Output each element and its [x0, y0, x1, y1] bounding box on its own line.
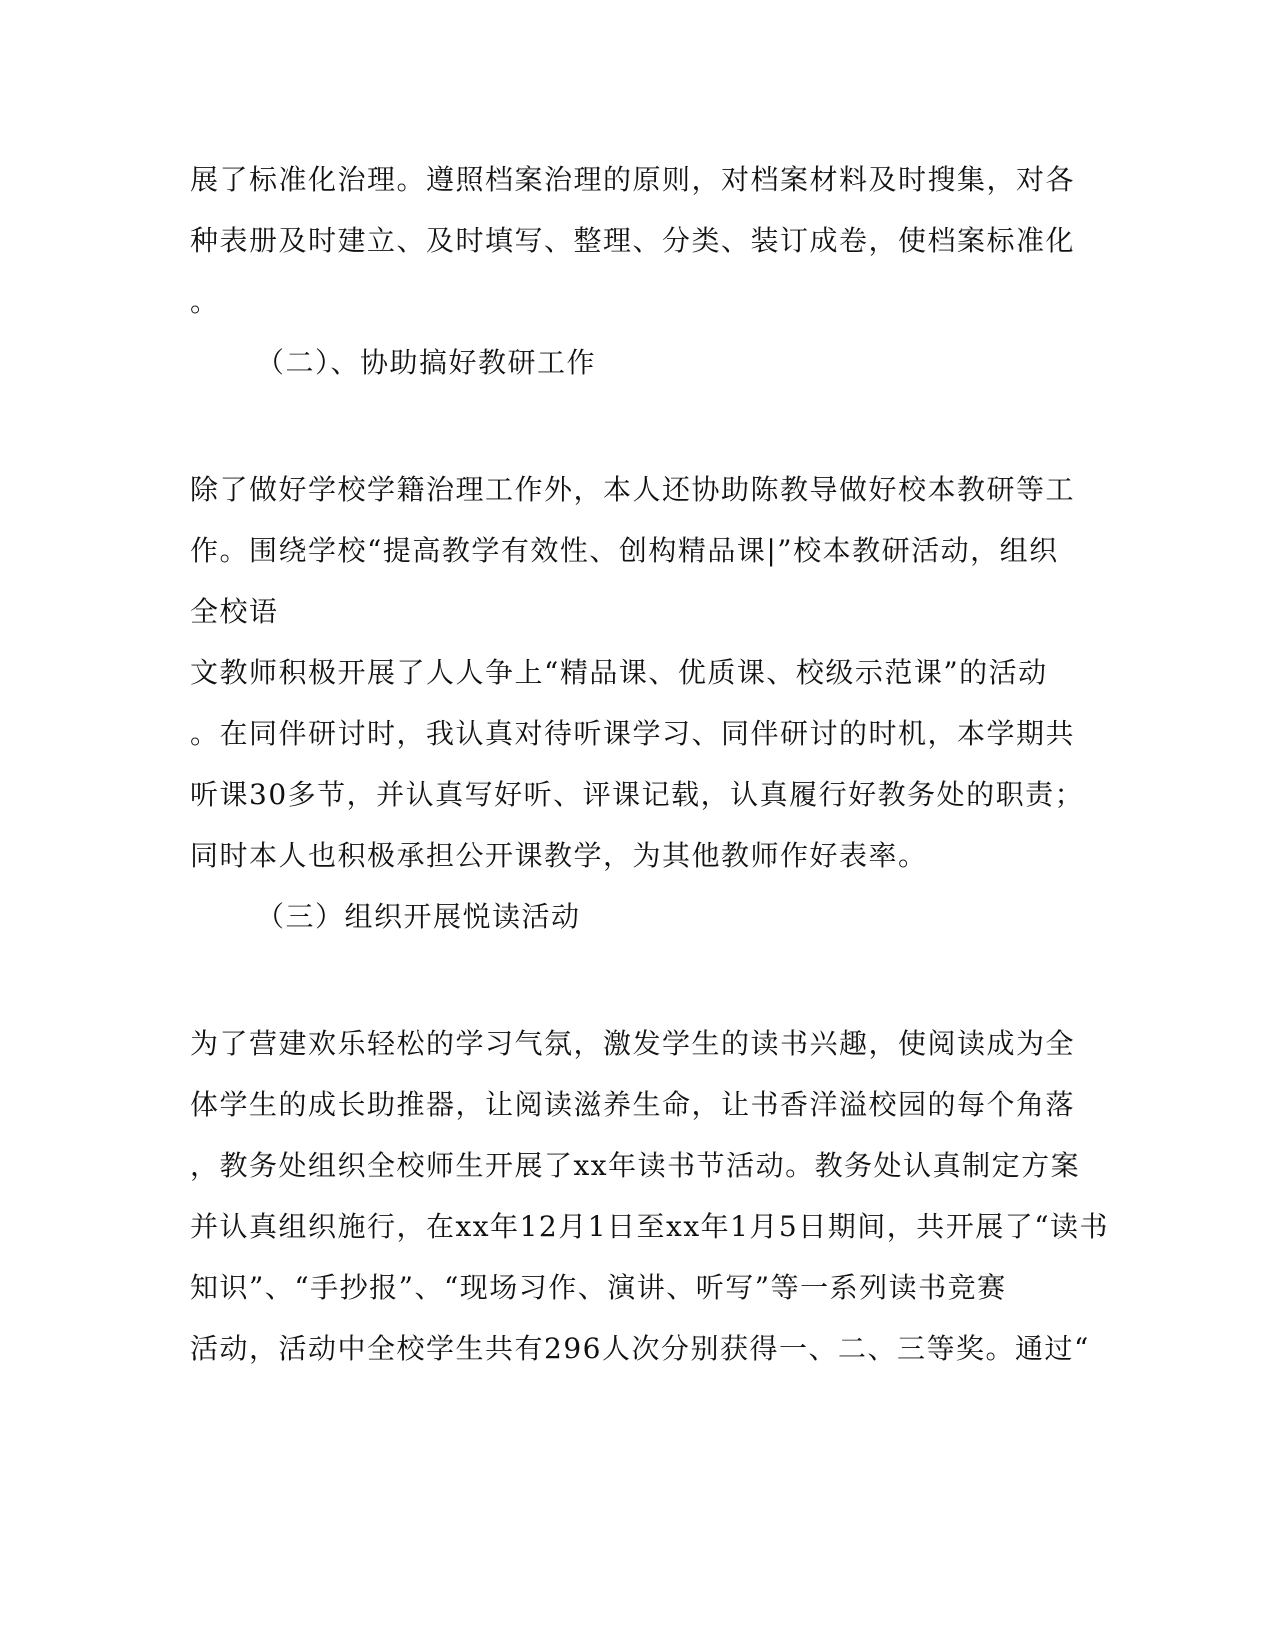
- section-heading: （三）组织开展悦读活动: [256, 900, 581, 933]
- body-line: ，教务处组织全校师生开展了xx年读书节活动。教务处认真制定方案: [190, 1149, 1081, 1182]
- body-line: 全校语: [190, 595, 279, 628]
- body-line: 同时本人也积极承担公开课教学，为其他教师作好表率。: [190, 839, 928, 872]
- body-line: 为了营建欢乐轻松的学习气氛，激发学生的读书兴趣，使阅读成为全: [190, 1027, 1076, 1060]
- body-line: 文教师积极开展了人人争上“精品课、优质课、校级示范课”的活动: [190, 656, 1048, 689]
- body-line: 种表册及时建立、及时填写、整理、分类、装订成卷，使档案标准化: [190, 224, 1076, 257]
- body-line: 除了做好学校学籍治理工作外，本人还协助陈教导做好校本教研等工: [190, 473, 1076, 506]
- body-line: 知识”、“手抄报”、“现场习作、演讲、听写”等一系列读书竞赛: [190, 1271, 1007, 1304]
- body-line: 活动，活动中全校学生共有296人次分别获得一、二、三等奖。通过“: [190, 1332, 1090, 1365]
- body-line: 体学生的成长助推器，让阅读滋养生命，让书香洋溢校园的每个角落: [190, 1088, 1076, 1121]
- body-line: 听课30多节，并认真写好听、评课记载，认真履行好教务处的职责；: [190, 778, 1085, 811]
- section-heading: （二）、协助搞好教研工作: [256, 346, 597, 379]
- body-line: 并认真组织施行，在xx年12月1日至xx年1月5日期间，共开展了“读书: [190, 1210, 1110, 1243]
- body-line: 作。围绕学校“提高教学有效性、创构精品课|”校本教研活动，组织: [190, 534, 1059, 567]
- body-line: 。在同伴研讨时，我认真对待听课学习、同伴研讨的时机，本学期共: [190, 717, 1076, 750]
- body-line: 展了标准化治理。遵照档案治理的原则，对档案材料及时搜集，对各: [190, 163, 1076, 196]
- body-line: 。: [190, 285, 220, 318]
